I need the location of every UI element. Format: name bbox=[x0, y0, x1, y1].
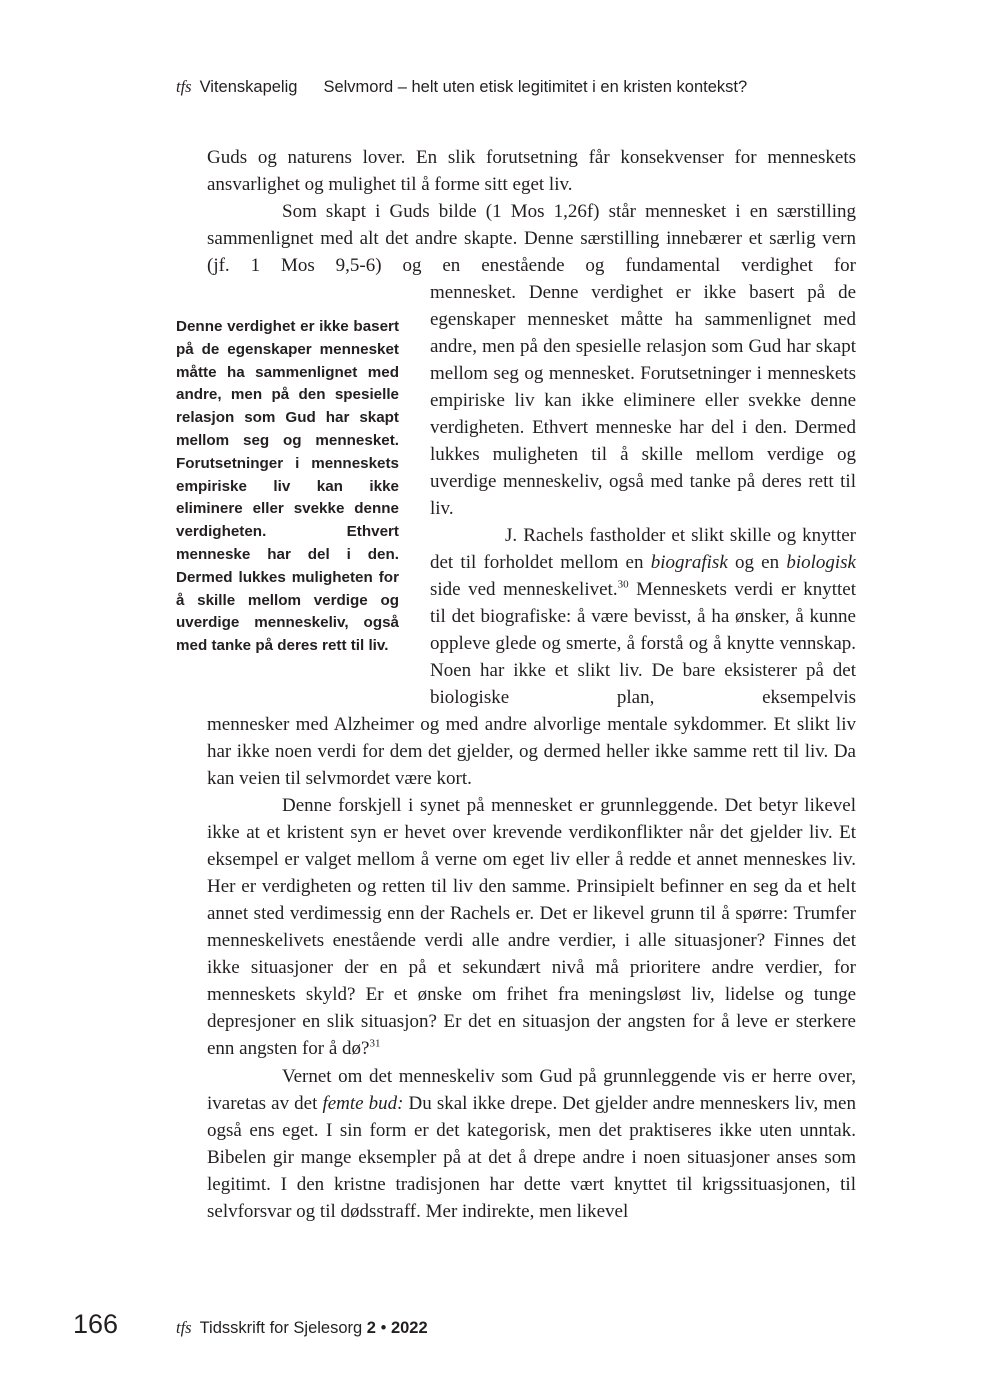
emphasis-biografisk: biografisk bbox=[650, 552, 728, 573]
paragraph: Som skapt i Guds bilde (1 Mos 1,26f) står mennesket i en særstilling sammenlignet med alt det andre skapte. Denne særstilling innebærer et særlig vern (jf. 1 Mos 9,5-6) og en enestående og fundamental verdighet for bbox=[207, 201, 856, 276]
paragraph: Vernet om det menneskeliv som Gud på grunnleggende vis er herre over, ivaretas av det femte bud: Du skal ikke drepe. Det gjelder andre menneskers liv, men også ens eget. I sin form er det kategorisk, men det praktiseres ikke uten unntak. Bibelen gir mange eksempler på at det å drepe andre i noen situasjoner anses som legitimt. I den kristne tradisjonen har dette vært knyttet til krigssituasjonen, til selvforsvar og til dødsstraff. Mer indirekte, men likevel bbox=[207, 1066, 856, 1222]
header-section: Vitenskapelig bbox=[199, 78, 298, 96]
paragraph: Denne forskjell i synet på mennesket er grunnleggende. Det betyr likevel ikke at et kristent syn er hevet over krevende verdikonflikter når det gjelder liv. Et eksempel er valget mellom å verne om eget liv eller å redde et annet menneskes liv. Her er verdigheten og retten til liv den samme. Prinsipielt befinner en seg da et helt annet sted verdimessig enn der Rachels er. Det er likevel grunn til å spørre: Trumfer menneskelivets enestående verdi alle andre verdier, i alle situasjoner? Finnes det ikke situasjoner der en på et sekundært nivå må prioritere andre verdier, for menneskets skyld? Er et ønske om frihet fra meningsløst liv, lidelse og tunge depresjoner en slik situasjon? Er det en situasjon der angsten for å leve er sterkere enn angsten for å dø?$^{31}$ bbox=[207, 795, 856, 1059]
footnote-ref[interactable]: 31 bbox=[369, 1037, 381, 1050]
paragraph: J. Rachels fastholder et slikt skille og knytter det til forholdet mellom en biografisk og en biologisk side ved menneskelivet.$^{30}$ Menneskets verdi er knyttet til det biografiske: å være bevisst, å ha ønsker, å kunne oppleve glede og smerte, å forstå og å knytte vennskap. Noen har ikke et slikt liv. De bare eksisterer på det biologiske plan, eksempelvis bbox=[430, 525, 856, 708]
separator-dot: • bbox=[380, 1319, 387, 1337]
page-number: 166 bbox=[73, 1309, 119, 1339]
journal-mark: tfs bbox=[176, 77, 192, 96]
paragraph-continued: mennesker med Alzheimer og med andre alvorlige mentale sykdommer. Et slikt liv har ikke noen verdi for dem det gjelder, og dermed heller ikke samme rett til liv. Da kan veien til selvmordet være kort. bbox=[207, 714, 856, 789]
emphasis-biologisk: biologisk bbox=[786, 552, 856, 573]
running-header bbox=[176, 77, 747, 97]
issue-number: 2 bbox=[366, 1319, 376, 1337]
footnote-ref[interactable]: 30 bbox=[617, 578, 629, 591]
header-article-title: Selvmord – helt uten etisk legitimitet i en kristen kontekst? bbox=[323, 78, 748, 96]
running-footer bbox=[176, 1318, 428, 1338]
journal-mark: tfs bbox=[176, 1318, 192, 1337]
pull-quote: Denne verdighet er ikke basert på de egenskaper mennesket måtte ha sammenlignet med andre, men på den spesielle relasjon som Gud har skapt mellom seg og mennesket. Forutsetninger i menneskets empiriske liv kan ikke eliminere eller svekke denne verdigheten. Ethvert menneske har del i den. Dermed lukkes muligheten for å skille mellom verdige og uverdige menneskeliv, også med tanke på deres rett til liv. bbox=[176, 318, 399, 655]
paragraph: Guds og naturens lover. En slik forutsetning får konsekvenser for menneskets ansvarlighet og mulighet til å forme sitt eget liv. bbox=[207, 147, 856, 195]
paragraph-continued: mennesket. Denne verdighet er ikke basert på de egenskaper mennesket måtte ha sammenlignet med andre, men på den spesielle relasjon som Gud har skapt mellom seg og mennesket. Forutsetninger i menneskets empiriske liv kan ikke eliminere eller svekke denne verdigheten. Ethvert menneske har del i den. Dermed lukkes muligheten til å skille mellom verdige og uverdige menneskeliv, også med tanke på deres rett til liv. bbox=[430, 282, 856, 519]
journal-name: Tidsskrift for Sjelesorg bbox=[199, 1319, 363, 1337]
issue-year: 2022 bbox=[390, 1319, 428, 1337]
emphasis-femte-bud: femte bud: bbox=[322, 1093, 404, 1114]
